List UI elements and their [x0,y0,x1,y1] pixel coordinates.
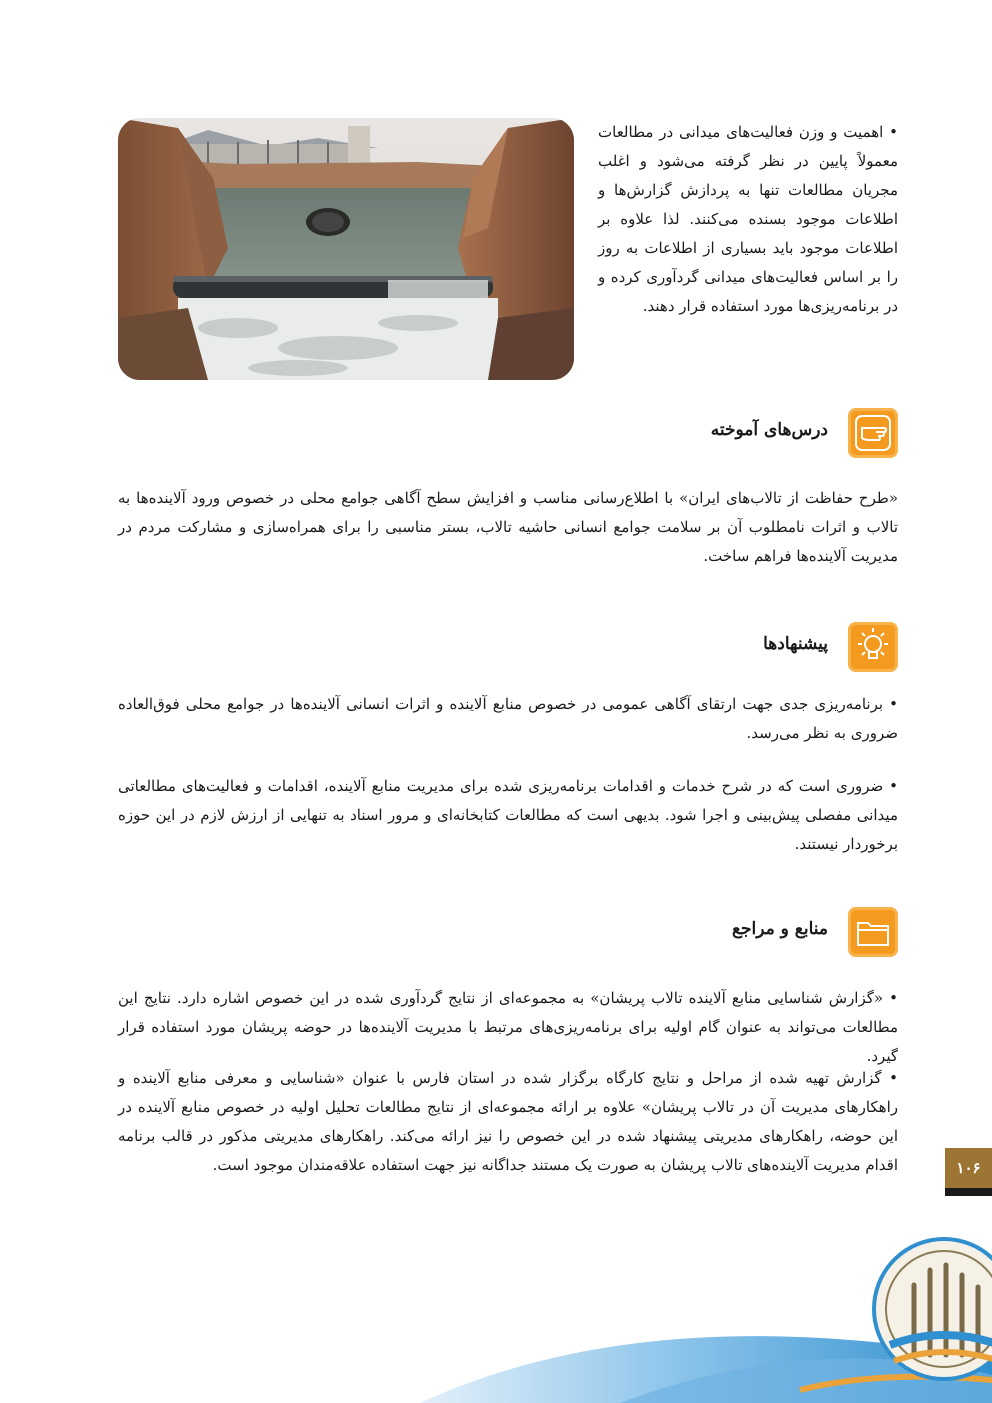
lessons-paragraph: «طرح حفاظت از تالاب‌های ایران» با اطلاع‌رسانی مناسب و افزایش سطح آگاهی جوامع محلی در خصوص ورود آلاینده‌ها به تالاب و اثرات نامطلوب آن بر سلامت جوامع انسانی حاشیه تالاب، بستر مناسبی را برای همراه‌سازی و مشارکت مردم در مدیریت آلاینده‌ها فراهم ساخت. [118,489,898,565]
suggestions-heading [598,622,898,674]
lessons-heading [598,408,898,460]
lightbulb-icon [848,622,898,672]
bottom-wave-decoration [0,1280,992,1403]
hand-pointing-icon [848,408,898,458]
reference-item-1: • «گزارش شناسایی منابع آلاینده تالاب پریشان» به مجموعه‌ای از نتایج گردآوری شده در این خصوص اشاره دارد. نتایج این مطالعات می‌تواند به عنوان گام اولیه برای برنامه‌ریزی‌های مرتبط با مدیریت آلاینده‌ها در حوضه پریشان مورد استفاده قرار گیرد. [118,989,898,1065]
polluted-water-photo [118,118,574,380]
suggestions-title: پیشنهادها [763,634,828,654]
intro-paragraph: • اهمیت و وزن فعالیت‌های میدانی در مطالعات معمولاً پایین در نظر گرفته می‌شود و اغلب مجریان مطالعات تنها به پردازش گزارش‌ها و اطلاعات موجود بسنده می‌کنند. لذا علاوه بر اطلاعات موجود باید بسیاری از اطلاعات به روز را بر اساس فعالیت‌های میدانی گردآوری کرده و در برنامه‌ریزی‌ها مورد استفاده قرار دهند. [598,123,898,315]
page-number: ۱۰۶ [945,1148,992,1188]
references-title: منابع و مراجع [731,919,828,939]
wetland-emblem-logo [860,1225,992,1403]
folder-icon [848,907,898,957]
reference-item-2: • گزارش تهیه شده از مراحل و نتایج کارگاه برگزار شده در استان فارس با عنوان «شناسایی و معرفی منابع آلاینده و راهکارهای مدیریت آن در تالاب پریشان» علاوه بر ارائه مجموعه‌ای از نتایج مطالعات تحلیل اولیه در خصوص منابع آلاینده در این حوضه، راهکارهای مدیریتی پیشنهاد شده در این خصوص را نیز ارائه می‌کند. راهکارهای مدیریتی مذکور در قالب برنامه اقدام مدیریت آلاینده‌های تالاب پریشان به صورت یک مستند جداگانه نیز جهت استفاده علاقه‌مندان موجود است. [118,1069,898,1174]
suggestion-item-1: • برنامه‌ریزی جدی جهت ارتقای آگاهی عمومی در خصوص منابع آلاینده و اثرات انسانی آلاینده‌ها در جوامع محلی فوق‌العاده ضروری به نظر می‌رسد. [118,695,898,742]
lessons-title: درس‌های آموخته [710,420,828,440]
references-heading [598,907,898,959]
suggestion-item-2: • ضروری است که در شرح خدمات و اقدامات برنامه‌ریزی شده برای مدیریت منابع آلاینده، اقدامات و فعالیت‌های مطالعاتی میدانی مفصلی پیش‌بینی و اجرا شود. بدیهی است که مطالعات کتابخانه‌ای و مرور اسناد به تنهایی از ارزش لازم در این حوزه برخوردار نیستند. [118,777,898,853]
